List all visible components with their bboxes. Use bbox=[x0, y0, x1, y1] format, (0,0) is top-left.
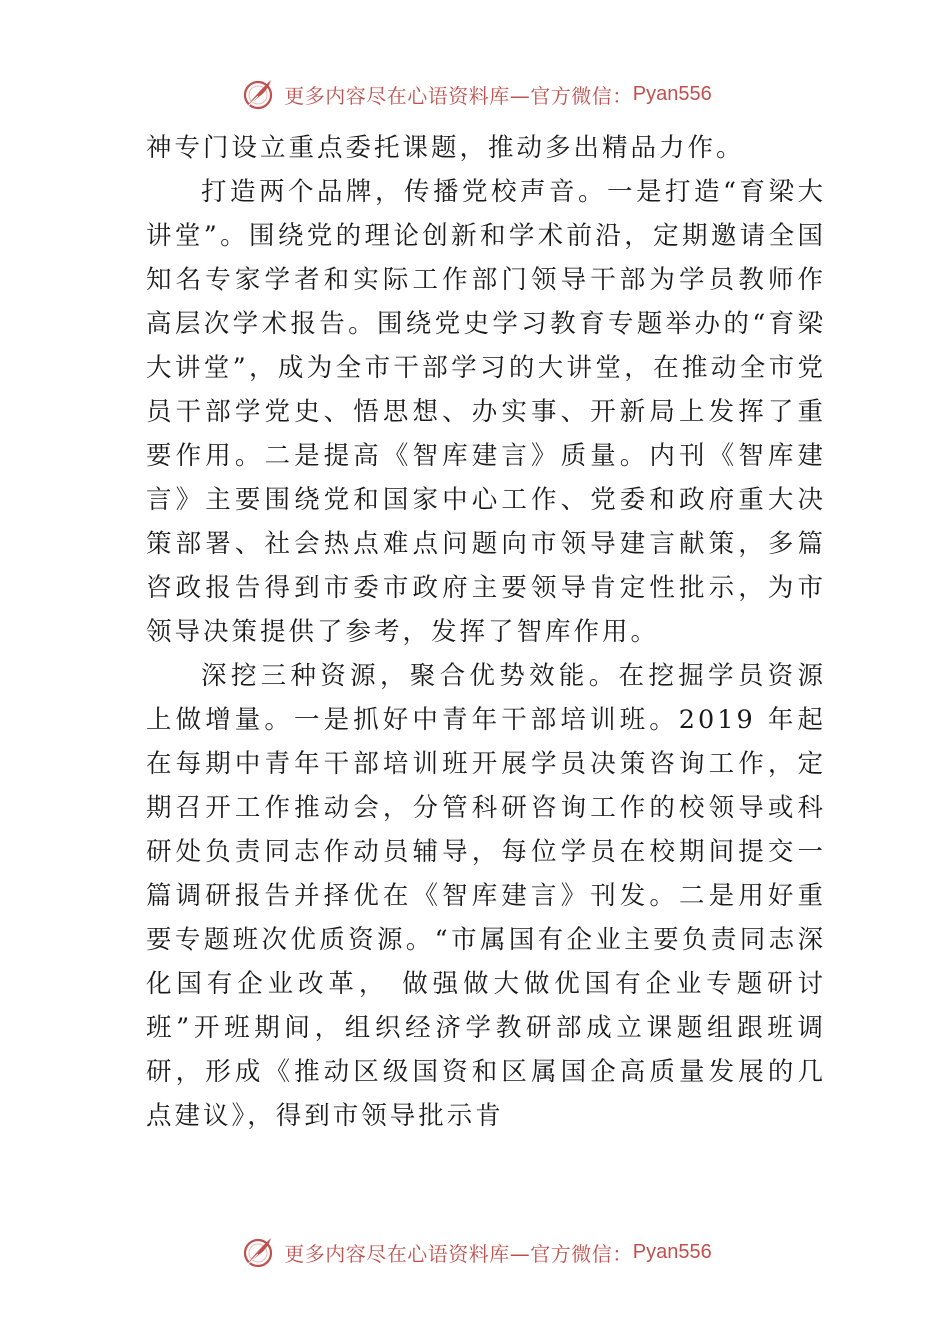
paragraph-3: 深挖三种资源，聚合优势效能。在挖掘学员资源上做增量。一是抓好中青年干部培训班。2019 年起在每期中青年干部培训班开展学员决策咨询工作，定期召开工作推动会，分管科研咨询工作的校领导或科研处负责同志作动员辅导，每位学员在校期间提交一篇调研报告并择优在《智库建言》刊发。二是用好重要专题班次优质资源。“市属国有企业主要负责同志深化国有企业改革， 做强做大做优国有企业专题研讨班”开班期间，组织经济学教研部成立课题组跟班调研，形成《推动区级国资和区属国企高质量发展的几点建议》，得到市领导批示肯 bbox=[146, 661, 826, 1131]
document-body bbox=[146, 126, 826, 1138]
banner-wechat-id: Pyan556 bbox=[632, 82, 712, 105]
quill-in-circle-icon bbox=[238, 74, 278, 114]
header-banner bbox=[0, 72, 950, 116]
quill-in-circle-icon bbox=[238, 1232, 278, 1272]
banner-wechat-id: Pyan556 bbox=[632, 1240, 712, 1263]
paragraph-1: 神专门设立重点委托课题，推动多出精品力作。 bbox=[146, 133, 745, 163]
footer-banner bbox=[0, 1230, 950, 1274]
paragraph-2: 打造两个品牌，传播党校声音。一是打造“育梁大讲堂”。围绕党的理论创新和学术前沿，定期邀请全国知名专家学者和实际工作部门领导干部为学员教师作高层次学术报告。围绕党史学习教育专题举办的“育梁大讲堂”，成为全市干部学习的大讲堂，在推动全市党员干部学党史、悟思想、办实事、开新局上发挥了重要作用。二是提高《智库建言》质量。内刊《智库建言》主要围绕党和国家中心工作、党委和政府重大决策部署、社会热点难点问题向市领导建言献策，多篇咨政报告得到市委市政府主要领导肯定性批示，为市领导决策提供了参考，发挥了智库作用。 bbox=[146, 177, 826, 647]
banner-text: 更多内容尽在心语资料库—官方微信： bbox=[284, 83, 633, 108]
banner-text: 更多内容尽在心语资料库—官方微信： bbox=[284, 1241, 633, 1266]
